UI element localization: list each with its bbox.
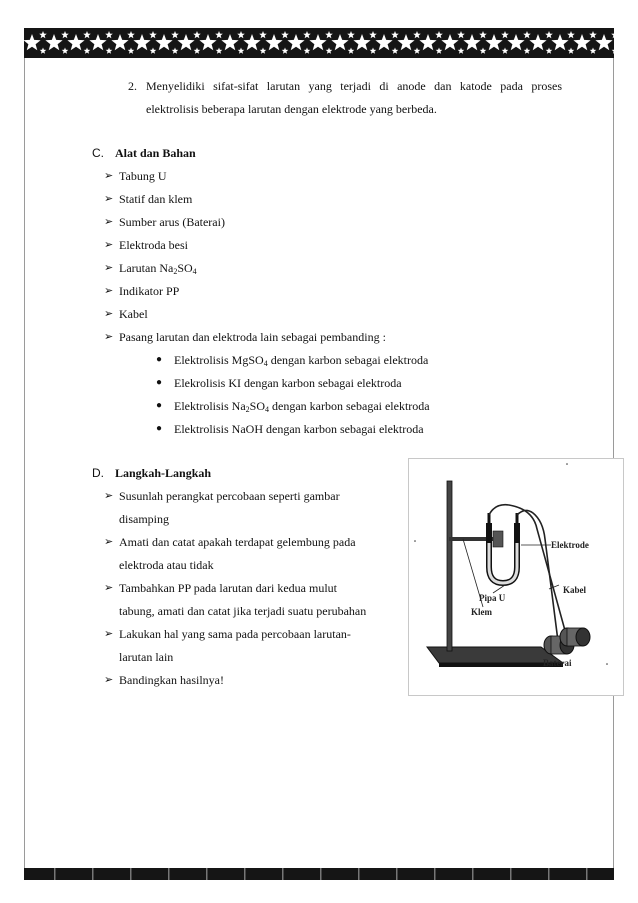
arrow-bullet-icon: ➢ — [104, 674, 114, 686]
material-item: Tabung U — [119, 169, 167, 183]
material-item: Indikator PP — [119, 284, 180, 298]
objective-number: 2. — [128, 79, 137, 93]
material-item: Statif dan klem — [119, 192, 193, 206]
step-line: elektroda atau tidak — [119, 558, 214, 572]
material-item: Larutan $Na_2SO_4$ — [119, 261, 197, 276]
material-item: Sumber arus (Baterai) — [119, 215, 225, 229]
round-bullet-icon: ● — [156, 423, 163, 434]
arrow-bullet-icon: ➢ — [104, 262, 114, 274]
step-line: larutan lain — [119, 650, 174, 664]
step-line: Susunlah perangkat percobaan seperti gambar — [119, 489, 340, 503]
arrow-bullet-icon: ➢ — [104, 490, 114, 502]
step-line: tabung, amati dan catat jika terjadi suatu perubahan — [119, 604, 367, 618]
material-item: Kabel — [119, 307, 148, 321]
arrow-bullet-icon: ➢ — [104, 285, 114, 297]
label-pipa-u: Pipa U — [479, 593, 506, 603]
apparatus-drawing — [409, 459, 623, 695]
arrow-bullet-icon: ➢ — [104, 216, 114, 228]
objective-line-2: elektrolisis beberapa larutan dengan elektrode yang berbeda. — [146, 102, 437, 116]
arrow-bullet-icon: ➢ — [104, 331, 114, 343]
step-line: Amati dan catat apakah terdapat gelembung pada — [119, 535, 356, 549]
comparison-item: Elektrolisis NaOH dengan karbon sebagai elektroda — [174, 422, 424, 436]
step-line: Lakukan hal yang sama pada percobaan larutan- — [119, 627, 351, 641]
step-line: Bandingkan hasilnya! — [119, 673, 224, 687]
battery-icon — [544, 628, 590, 654]
comparison-item: Elektrolisis MgSO$_4$ dengan karbon sebagai elektroda — [174, 353, 429, 368]
material-item: Elektroda besi — [119, 238, 188, 252]
label-kabel: Kabel — [563, 585, 587, 595]
label-baterai: Baterai — [543, 658, 572, 668]
arrow-bullet-icon: ➢ — [104, 582, 114, 594]
round-bullet-icon: ● — [156, 377, 163, 388]
arrow-bullet-icon: ➢ — [104, 239, 114, 251]
comparison-item: Elektrolisis $Na_2SO_4$ dengan karbon sebagai elektroda — [174, 399, 430, 414]
label-elektrode: Elektrode — [551, 540, 589, 550]
arrow-bullet-icon: ➢ — [104, 193, 114, 205]
comparison-item: Elekrolisis KI dengan karbon sebagai elektroda — [174, 376, 402, 390]
section-d-letter: D. — [92, 466, 104, 480]
step-line: disamping — [119, 512, 169, 526]
section-c-letter: C. — [92, 146, 104, 160]
section-d-title: Langkah-Langkah — [115, 466, 212, 480]
label-klem: Klem — [471, 607, 492, 617]
arrow-bullet-icon: ➢ — [104, 308, 114, 320]
arrow-bullet-icon: ➢ — [104, 536, 114, 548]
round-bullet-icon: ● — [156, 400, 163, 411]
step-line: Tambahkan PP pada larutan dari kedua mulut — [119, 581, 337, 595]
round-bullet-icon: ● — [156, 354, 163, 365]
section-c-title: Alat dan Bahan — [115, 146, 196, 160]
arrow-bullet-icon: ➢ — [104, 628, 114, 640]
material-item: Pasang larutan dan elektroda lain sebagai pembanding : — [119, 330, 386, 344]
electrolysis-apparatus-figure — [408, 458, 624, 696]
arrow-bullet-icon: ➢ — [104, 170, 114, 182]
objective-line-1: Menyelidiki sifat-sifat larutan yang terjadi di anode dan katode pada proses — [146, 79, 562, 93]
